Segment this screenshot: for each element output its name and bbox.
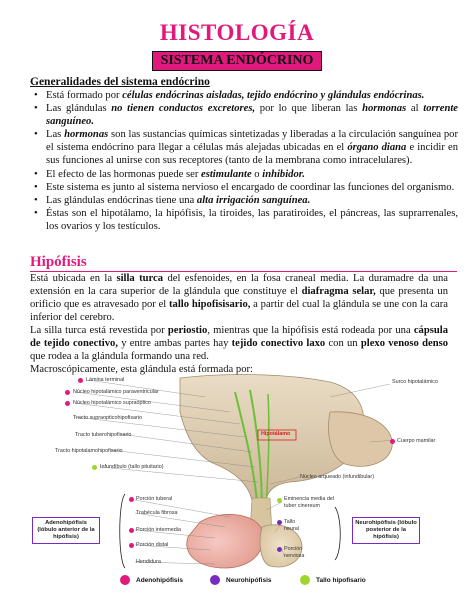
marker-dot	[92, 465, 97, 470]
emphasis: estimulante	[201, 168, 252, 180]
adenohipofisis-box: Adenohipófisis (lóbulo anterior de la hipófisis)	[32, 517, 100, 544]
mamillary-area	[329, 412, 393, 466]
text: que presenta un orificio que es atravesado por el	[30, 286, 448, 311]
label-paraventricular: Núcleo hipotalámico paraventricular	[73, 389, 159, 395]
neurohipofisis-box: Neurohipófisis (lóbulo posterior de la hipófisis)	[352, 517, 420, 544]
marker-dot	[129, 528, 134, 533]
label-eminencia: Eminencia media del tuber cinereum	[284, 496, 335, 509]
emphasis: hormonas	[362, 103, 407, 115]
emphasis: silla turca	[116, 273, 164, 284]
text: al	[406, 103, 424, 115]
legend-label: Neurohipófisis	[226, 576, 272, 584]
text: Las glándulas endócrinas tiene una	[46, 194, 197, 206]
emphasis: cápsula de tejido conectivo,	[30, 325, 449, 350]
page-title: HISTOLOGÍA	[159, 20, 315, 45]
label-arqueado: Núcleo arqueado (infundibular)	[300, 474, 375, 480]
label-infundibulo: Infundíbulo (tallo pituitario)	[100, 464, 164, 470]
text: El efecto de las hormonas puede ser	[46, 168, 202, 180]
text: o	[251, 168, 263, 180]
bullet-item	[38, 102, 458, 128]
text: por lo que liberan las	[255, 103, 363, 115]
marker-dot	[65, 390, 70, 395]
pituitary-figure	[30, 372, 448, 608]
text: e incidir en sus funciones al unirse con sus receptores (tanto de la membrana como intracelulares).	[46, 142, 458, 167]
text: Este sistema es junto al sistema nervioso el encargado de coordinar las funciones del organismo.	[46, 181, 455, 193]
text: La silla turca está revestida por	[30, 325, 168, 336]
bullet-item	[38, 181, 458, 194]
label-porcion-nerviosa: Porción nerviosa	[284, 546, 305, 559]
marker-dot	[78, 378, 83, 383]
emphasis: alta irrigación sanguínea.	[196, 194, 311, 206]
label-trabecula: Trabécula fibrosa	[136, 510, 178, 516]
legend-adenohipofisis	[120, 575, 183, 585]
label-porcion-intermedia: Porción intermedia	[136, 527, 181, 533]
text: Está ubicada en la	[30, 273, 117, 284]
section-heading: Generalidades del sistema endócrino	[30, 76, 210, 88]
label-supraoptic: Núcleo hipotalámico supraóptico	[73, 400, 151, 406]
legend-swatch	[300, 575, 310, 585]
label-supraoptico-tract: Tracto supraopticohipofisario	[73, 415, 143, 421]
hipofisis-heading: Hipófisis	[30, 254, 87, 270]
text: Las	[46, 129, 65, 141]
marker-dot	[390, 439, 395, 444]
emphasis: plexo venoso denso	[360, 338, 448, 350]
label-porcion-tuberal: Porción tuberal	[136, 496, 173, 502]
legend-label: Tallo hipofisario	[316, 576, 366, 584]
legend-label: Adenohipófisis	[136, 576, 183, 584]
bullet-list	[28, 89, 458, 233]
legend-tallo	[300, 575, 366, 585]
text: que rodea a la glándula formando una red.	[30, 351, 209, 363]
emphasis: hormonas	[64, 129, 109, 141]
emphasis: órgano diana	[347, 142, 407, 154]
text: del esfenoides, en la fosa craneal media. La duramadre da una extensión en la cara superior de la glándula que constituye el	[30, 273, 448, 298]
text: con un	[325, 338, 361, 350]
label-hipotalamohipofisario: Tracto hipotalamohipofisario	[55, 448, 123, 454]
bullet-item	[38, 194, 458, 207]
bullet-item	[38, 207, 458, 233]
marker-dot	[277, 498, 282, 503]
emphasis: periostio	[167, 325, 208, 336]
legend-swatch	[210, 575, 220, 585]
text: son las sustancias químicas sintetizadas y liberadas a la circulación sanguínea por el sistema endócrino para llegar a células más alejadas ubicadas en el	[46, 129, 458, 154]
emphasis: tejido conectivo laxo	[231, 338, 326, 350]
marker-dot	[129, 543, 134, 548]
bullet-item	[38, 168, 458, 181]
label-lamina-terminal: Lámina terminal	[86, 377, 125, 383]
text: Las glándulas	[46, 103, 112, 115]
bullet-item	[38, 89, 458, 102]
emphasis: diafragma selar,	[301, 286, 376, 298]
paragraph-3: Macroscópicamente, esta glándula está formada por:	[30, 364, 253, 375]
text: a partir del cual la glándula se une con la cara inferior del cerebro.	[30, 299, 448, 324]
text: y entre ambas partes hay	[118, 338, 232, 350]
emphasis: inhibidor.	[262, 168, 305, 180]
emphasis: torrente sanguíneo.	[46, 103, 458, 128]
subtitle: SISTEMA ENDÓCRINO	[152, 51, 323, 71]
legend-neurohipofisis	[210, 575, 272, 585]
emphasis: células endócrinas aisladas, tejido endócrino y glándulas endócrinas.	[122, 90, 425, 101]
label-tuberohipofisario: Tracto tuberohipofisario	[75, 432, 132, 438]
label-porcion-distal: Porción distal	[136, 542, 169, 548]
emphasis: tallo hipofisisario,	[169, 299, 251, 311]
marker-dot	[65, 401, 70, 406]
legend-swatch	[120, 575, 130, 585]
text: Está formado por	[46, 90, 123, 101]
label-surco: Surco hipotalámico	[392, 379, 438, 385]
adenohypophysis-shape	[187, 514, 264, 568]
bullet-item	[38, 128, 458, 167]
label-hipotalamo: Hipotálamo	[261, 431, 291, 437]
paragraph-2	[30, 324, 448, 363]
label-hendidura: Hendidura	[136, 559, 161, 565]
label-cuerpo-mamilar: Cuerpo mamilar	[397, 438, 436, 444]
text: Éstas son el hipotálamo, la hipófisis, la tiroides, las paratiroides, el páncreas, las suprarrenales, los ovarios y los testículos.	[46, 207, 458, 232]
emphasis: no tienen conductos excretores,	[111, 103, 256, 115]
text: , mientras que la hipófisis está rodeada por una	[207, 325, 414, 336]
label-tallo-neural: Tallo neural	[284, 519, 299, 532]
marker-dot	[129, 497, 134, 502]
subtitle-wrap	[0, 51, 474, 71]
marker-dot	[277, 520, 282, 525]
marker-dot	[277, 547, 282, 552]
paragraph-1	[30, 272, 448, 324]
